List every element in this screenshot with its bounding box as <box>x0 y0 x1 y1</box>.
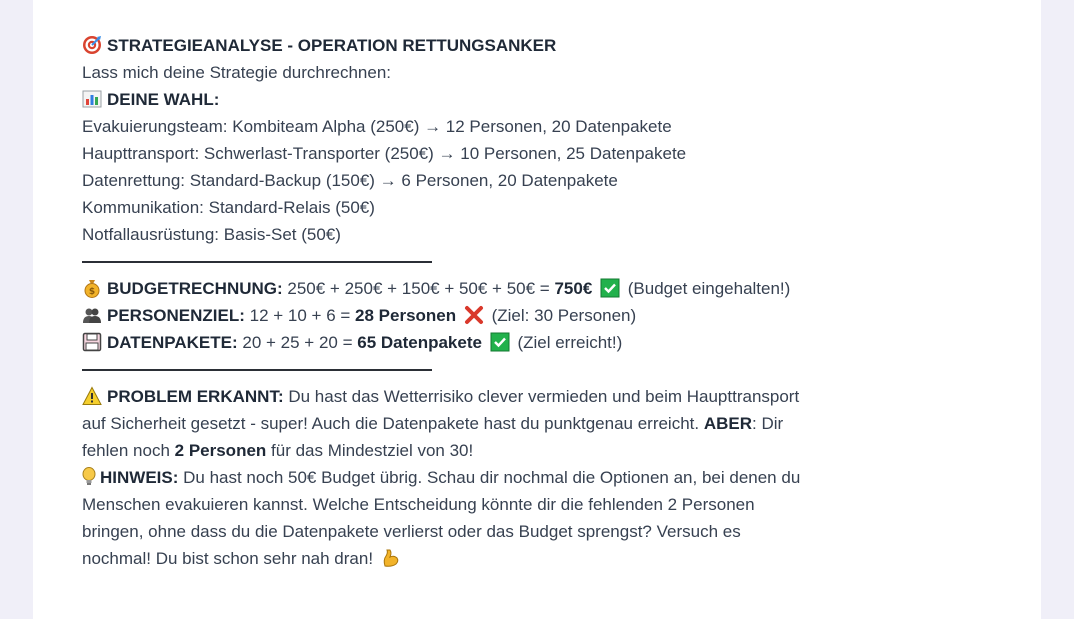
data-packets-result: 65 Datenpakete <box>357 333 482 352</box>
bar-chart-icon <box>82 89 102 109</box>
problem-aber: ABER <box>703 414 753 433</box>
title-text: STRATEGIEANALYSE - OPERATION RETTUNGSANKER <box>107 36 557 55</box>
problem-text: : Dir fehlen noch <box>82 414 784 460</box>
divider <box>82 248 432 275</box>
choice-item: Evakuierungsteam: Kombiteam Alpha (250€) → 12 Personen, 20 Datenpakete <box>82 117 672 136</box>
svg-text:$: $ <box>88 287 96 297</box>
cross-mark-icon <box>464 305 484 325</box>
chat-message-card <box>33 0 1041 619</box>
data-packets-line <box>82 329 802 356</box>
persons-line <box>82 302 802 329</box>
budget-line <box>82 275 802 302</box>
budget-result: 750€ <box>554 279 593 298</box>
check-mark-icon <box>490 332 510 352</box>
problem-paragraph <box>82 383 802 464</box>
problem-label: PROBLEM ERKANNT: <box>107 387 284 406</box>
problem-text: für das Mindestziel von 30! <box>266 441 474 460</box>
choice-heading <box>82 86 802 113</box>
floppy-disk-icon <box>82 332 102 352</box>
warning-icon <box>82 386 102 406</box>
persons-result: 28 Personen <box>355 306 457 325</box>
persons-label: PERSONENZIEL: <box>107 306 245 325</box>
persons-calc: 12 + 10 + 6 = <box>244 306 356 325</box>
check-mark-icon <box>600 278 620 298</box>
choice-item: Datenrettung: Standard-Backup (150€) → 6 Personen, 20 Datenpakete <box>82 171 618 190</box>
people-icon <box>82 305 102 325</box>
hint-label: HINWEIS: <box>100 468 179 487</box>
hint-text: Du hast noch 50€ Budget übrig. Schau dir nochmal die Optionen an, bei denen du Menschen evakuieren kannst. Welche Entscheidung könnte dir die fehlenden 2 Personen bringen, ohne dass du die Datenpakete verlierst oder das Budget sprengst? Versuch es nochmal! Du bist schon sehr nah dran! <box>82 468 801 568</box>
data-packets-label: DATENPAKETE: <box>107 333 238 352</box>
money-bag-icon <box>82 278 102 298</box>
budget-calc: 250€ + 250€ + 150€ + 50€ + 50€ = <box>282 279 555 298</box>
budget-note: (Budget eingehalten!) <box>627 279 791 298</box>
choice-heading-text: DEINE WAHL: <box>107 90 220 109</box>
divider <box>82 356 432 383</box>
flexed-biceps-icon <box>381 548 401 568</box>
choice-item: Notfallausrüstung: Basis-Set (50€) <box>82 225 341 244</box>
intro-text: Lass mich deine Strategie durchrechnen: <box>82 63 392 82</box>
choice-item: Kommunikation: Standard-Relais (50€) <box>82 198 375 217</box>
choice-item: Haupttransport: Schwerlast-Transporter (250€) → 10 Personen, 25 Datenpakete <box>82 144 687 163</box>
budget-label: BUDGETRECHNUNG: <box>107 279 283 298</box>
target-icon <box>82 35 102 55</box>
light-bulb-icon <box>82 467 96 487</box>
title-line <box>82 32 802 59</box>
hint-paragraph <box>82 464 802 572</box>
problem-missing: 2 Personen <box>174 441 267 460</box>
problem-text: Du hast das Wetterrisiko clever vermieden und beim Haupttransport auf Sicherheit gesetzt - super! Auch die Datenpakete hast du punktgenau erreicht. <box>82 387 800 433</box>
message-content <box>82 32 802 572</box>
persons-note: (Ziel: 30 Personen) <box>491 306 637 325</box>
data-packets-note: (Ziel erreicht!) <box>517 333 623 352</box>
data-packets-calc: 20 + 25 + 20 = <box>237 333 358 352</box>
